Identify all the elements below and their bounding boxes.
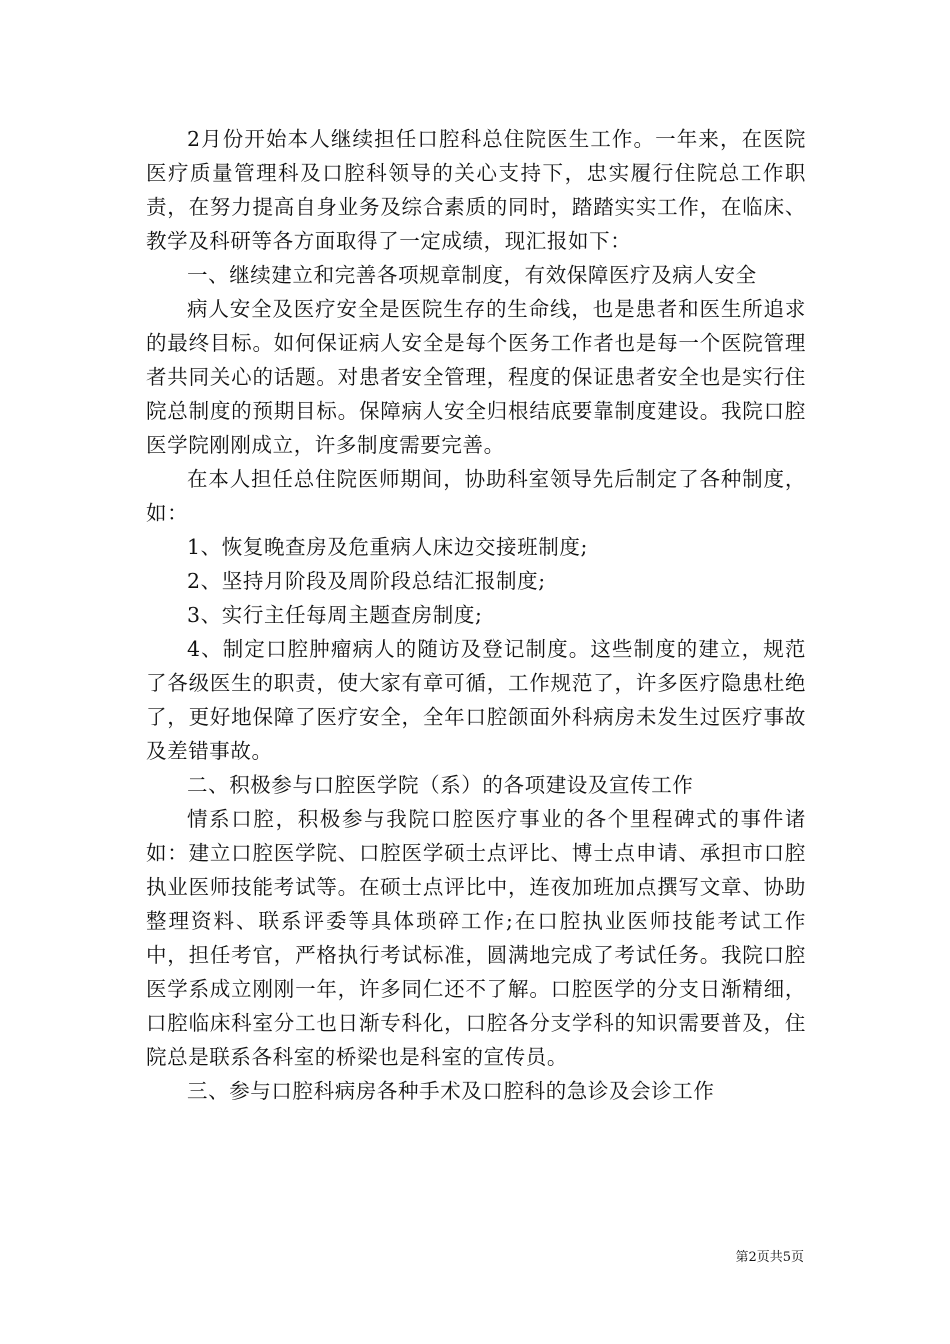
section-heading-3: 三、参与口腔科病房各种手术及口腔科的急诊及会诊工作 [187, 1079, 715, 1103]
section-heading-1: 一、继续建立和完善各项规章制度，有效保障医疗及病人安全 [187, 263, 757, 287]
paragraph-intro: 2月份开始本人继续担任口腔科总住院医生工作。一年来，在医院医疗质量管理科及口腔科领导的关心支持下，忠实履行住院总工作职责，在努力提高自身业务及综合素质的同时，踏踏实实工作，在临床、教学及科研等各方面取得了一定成绩，现汇报如下： [146, 127, 806, 253]
document-body [146, 122, 806, 1108]
paragraph-systems-intro: 在本人担任总住院医师期间，协助科室领导先后制定了各种制度，如： [146, 467, 806, 525]
section-heading-2: 二、积极参与口腔医学院（系）的各项建设及宣传工作 [187, 773, 694, 797]
list-item-4: 4、制定口腔肿瘤病人的随访及登记制度。这些制度的建立，规范了各级医生的职责，使大家有章可循，工作规范了，许多医疗隐患杜绝了，更好地保障了医疗安全，全年口腔颌面外科病房未发生过医疗事故及差错事故。 [146, 637, 806, 763]
list-item-3: 3、实行主任每周主题查房制度; [187, 603, 483, 627]
list-item-1: 1、恢复晚查房及危重病人床边交接班制度; [187, 535, 588, 559]
paragraph-construction: 情系口腔，积极参与我院口腔医疗事业的各个里程碑式的事件诸如：建立口腔医学院、口腔医学硕士点评比、博士点申请、承担市口腔执业医师技能考试等。在硕士点评比中，连夜加班加点撰写文章、协助整理资料、联系评委等具体琐碎工作;在口腔执业医师技能考试工作中，担任考官，严格执行考试标准，圆满地完成了考试任务。我院口腔医学系成立刚刚一年，许多同仁还不了解。口腔医学的分支日渐精细，口腔临床科室分工也日渐专科化，口腔各分支学科的知识需要普及，住院总是联系各科室的桥梁也是科室的宣传员。 [146, 807, 806, 1069]
list-item-2: 2、坚持月阶段及周阶段总结汇报制度; [187, 569, 546, 593]
page-number: 第2页共5页 [735, 1250, 804, 1265]
paragraph-safety: 病人安全及医疗安全是医院生存的生命线，也是患者和医生所追求的最终目标。如何保证病人安全是每个医务工作者也是每一个医院管理者共同关心的话题。对患者安全管理，程度的保证患者安全也是实行住院总制度的预期目标。保障病人安全归根结底要靠制度建设。我院口腔医学院刚刚成立，许多制度需要完善。 [146, 297, 806, 457]
